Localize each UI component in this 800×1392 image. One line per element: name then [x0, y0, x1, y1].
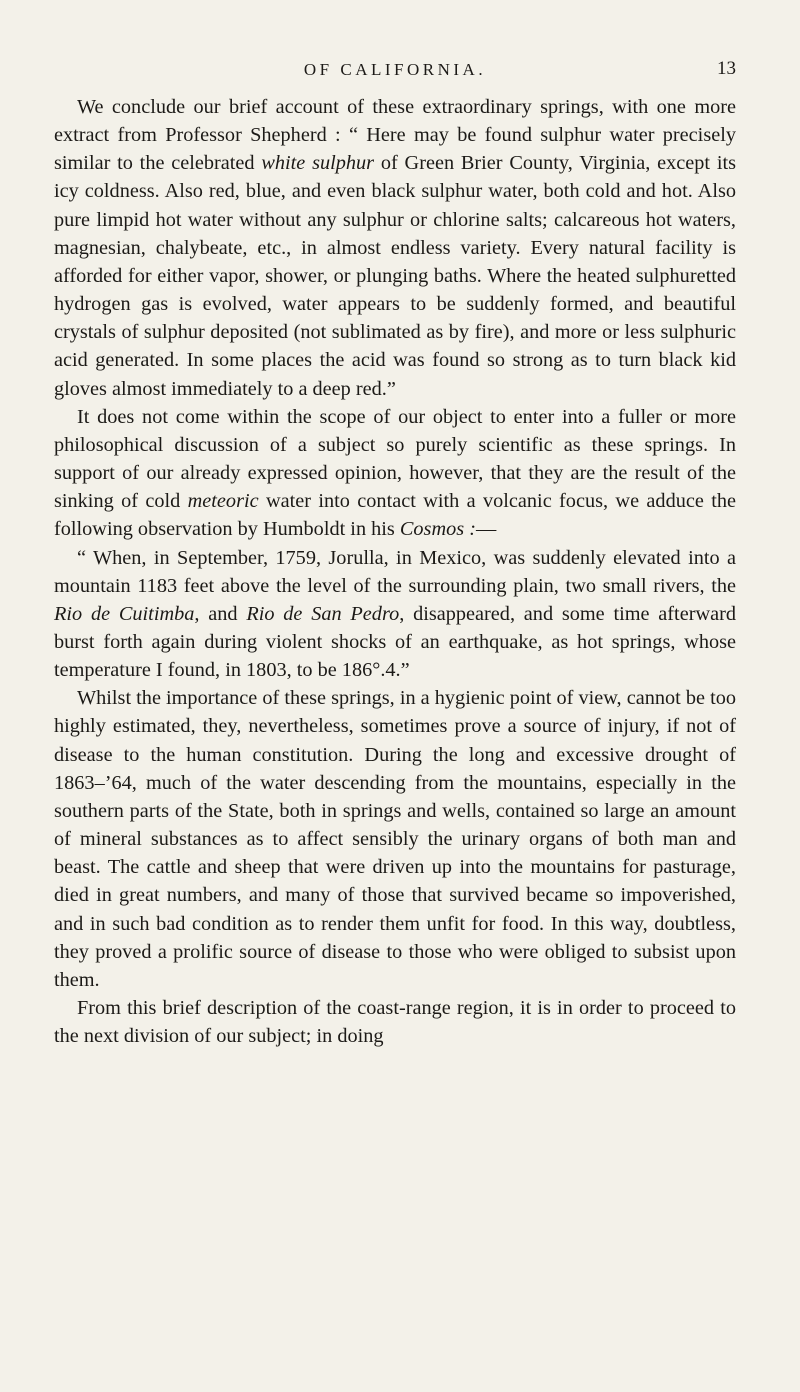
paragraph-shepherd-extract [54, 93, 736, 403]
italic-term: meteoric [187, 490, 259, 513]
italic-term: white sulphur [261, 152, 375, 175]
running-head [54, 60, 736, 84]
text-run: It does not come within the scope of our object to enter into a fuller or more philosophical discussion of a subject so purely scientific as these springs. In support of our already expressed opinion, however, that they are the result of the sinking of cold [54, 405, 736, 513]
paragraph-scope [54, 403, 736, 544]
paragraph-next-division: From this brief description of the coast-range region, it is in order to proceed to the next division of our subject; in doing [54, 997, 736, 1048]
text-run: , disappeared, and some time afterward burst forth again during violent shocks of an earthquake, as hot springs, whose temperature I found, in 1803, to be 186°.4.” [54, 602, 736, 682]
paragraph-hygienic: Whilst the importance of these springs, in a hygienic point of view, cannot be too highly estimated, they, nevertheless, sometimes prove a source of injury, if not of disease to the human constitution. During the long and excessive drought of 1863–’64, much of the water descending from the mountains, especially in the southern parts of the State, both in springs and wells, contained so large an amount of mineral substances as to affect sensibly the urinary organs of both man and beast. The cattle and sheep that were driven up into the mountains for pasturage, died in great numbers, and many of those that survived became so impoverished, and in such bad condition as to render them unfit for food. In this way, doubtless, they proved a prolific source of disease to those who were obliged to subsist upon them. [54, 687, 736, 991]
text-run: — [475, 518, 497, 541]
text-run: , and [194, 602, 247, 625]
text-run: “ When, in September, 1759, Jorulla, in Mexico, was suddenly elevated into a mountain 1183 feet above the level of the surrounding plain, two small rivers, the [54, 546, 736, 597]
italic-title: Cosmos : [399, 518, 476, 541]
text-run: We conclude our brief account of these extraordinary springs, with one more extract from Professor Shepherd : “ Here may be found sulphur water precisely similar to the celebrated [54, 96, 736, 175]
paragraph-humboldt-quote [54, 544, 736, 685]
italic-place-name: Rio de San Pedro [246, 602, 400, 625]
page-number: 13 [717, 58, 736, 79]
text-run: water into contact with a volcanic focus, we adduce the following observation by Humboldt in his [54, 490, 736, 541]
running-title: OF CALIFORNIA. [303, 60, 487, 79]
body-text [54, 93, 736, 1050]
text-run: of Green Brier County, Virginia, except its icy coldness. Also red, blue, and even black sulphur water, both cold and hot. Also pure limpid hot water without any sulphur or chlorine salts; calcareous hot waters, magnesian, chalybeate, etc., in almost endless variety. Every natural facility is afforded for either vapor, shower, or plunging baths. Where the heated sulphuretted hydrogen gas is evolved, water appears to be suddenly formed, and beautiful crystals of sulphur deposited (not sublimated as by fire), and more or less sulphuric acid generated. In some places the acid was found so strong as to turn black kid gloves almost immediately to a deep red.” [54, 152, 736, 400]
italic-place-name: Rio de Cuitimba [54, 602, 195, 625]
